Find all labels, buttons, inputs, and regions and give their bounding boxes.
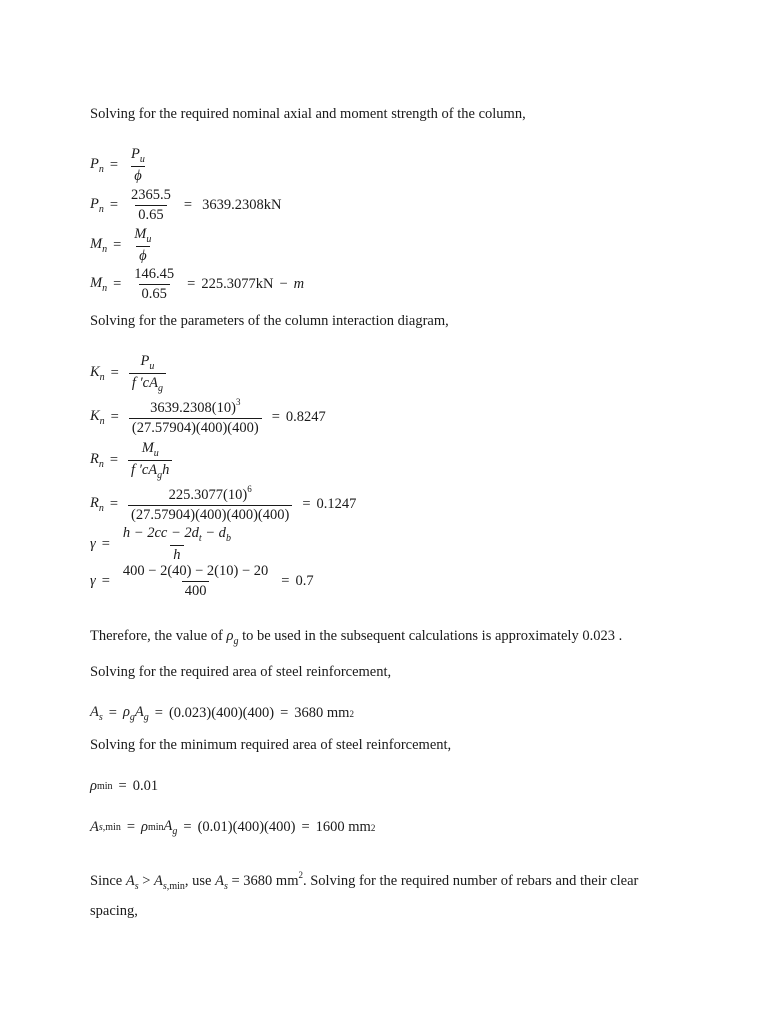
equation-pn-value: $P_n$ = $\frac{2365.5}{0.65}$ = 3639.2308kN	[90, 187, 282, 223]
equation-gamma-formula: γ = $\frac{h - 2cc - 2d_t - d_b}{h}$	[90, 525, 231, 563]
since-sentence: Since $A_s > A_{s,min}$, use $A_s = 3680$ $mm^2$. Solving for the required number of rebars and their clear spacing,	[90, 870, 639, 919]
equation-as: $A_s$ = $\rho_gA_g$ = (0.023)(400)(400) = 3680 mm 2	[90, 704, 354, 723]
params-intro-text: Solving for the parameters of the column interaction diagram,	[90, 313, 449, 329]
equation-mn-formula: $M_n$ = $\frac{M_u}{\phi}$	[90, 226, 152, 264]
equation-mn-value: $M_n$ = $\frac{146.45}{0.65}$ = 225.3077kN − m	[90, 266, 305, 302]
equation-rho-min: ρ min = 0.01	[90, 778, 159, 794]
equation-pn-formula: $P_n$ = $\frac{P_u}{\phi}$	[90, 146, 145, 184]
min-intro-text: Solving for the minimum required area of steel reinforcement,	[90, 737, 452, 753]
equation-kn-formula: $K_n$ = $\frac{P_u}{f 'cA_g}$	[90, 353, 170, 394]
intro-text: Solving for the required nominal axial and moment strength of the column,	[90, 106, 526, 122]
equation-kn-value: $K_n$ = $\frac{3639.2308(10)^3}{(27.57904)(400)(400)}$ = 0.8247	[90, 397, 326, 436]
equation-rn-value: $R_n$ = $\frac{225.3077(10)^6}{(27.57904)(400)(400)(400)}$ = 0.1247	[90, 484, 357, 523]
equation-gamma-value: γ = $\frac{400 - 2(40) - 2(10) - 20}{400}$ = 0.7	[90, 563, 314, 599]
rho-g-sentence: Therefore, the value of $\rho_g$ to be used in the subsequent calculations is approximately 0.023 .	[90, 628, 623, 647]
equation-rn-formula: $R_n$ = $\frac{M_u}{f 'cA_gh}$	[90, 440, 176, 481]
equation-as-min: A s, min = ρ min $A_g$ = (0.01)(400)(400) = 1600 mm 2	[90, 818, 376, 837]
steel-intro-text: Solving for the required area of steel reinforcement,	[90, 664, 392, 680]
